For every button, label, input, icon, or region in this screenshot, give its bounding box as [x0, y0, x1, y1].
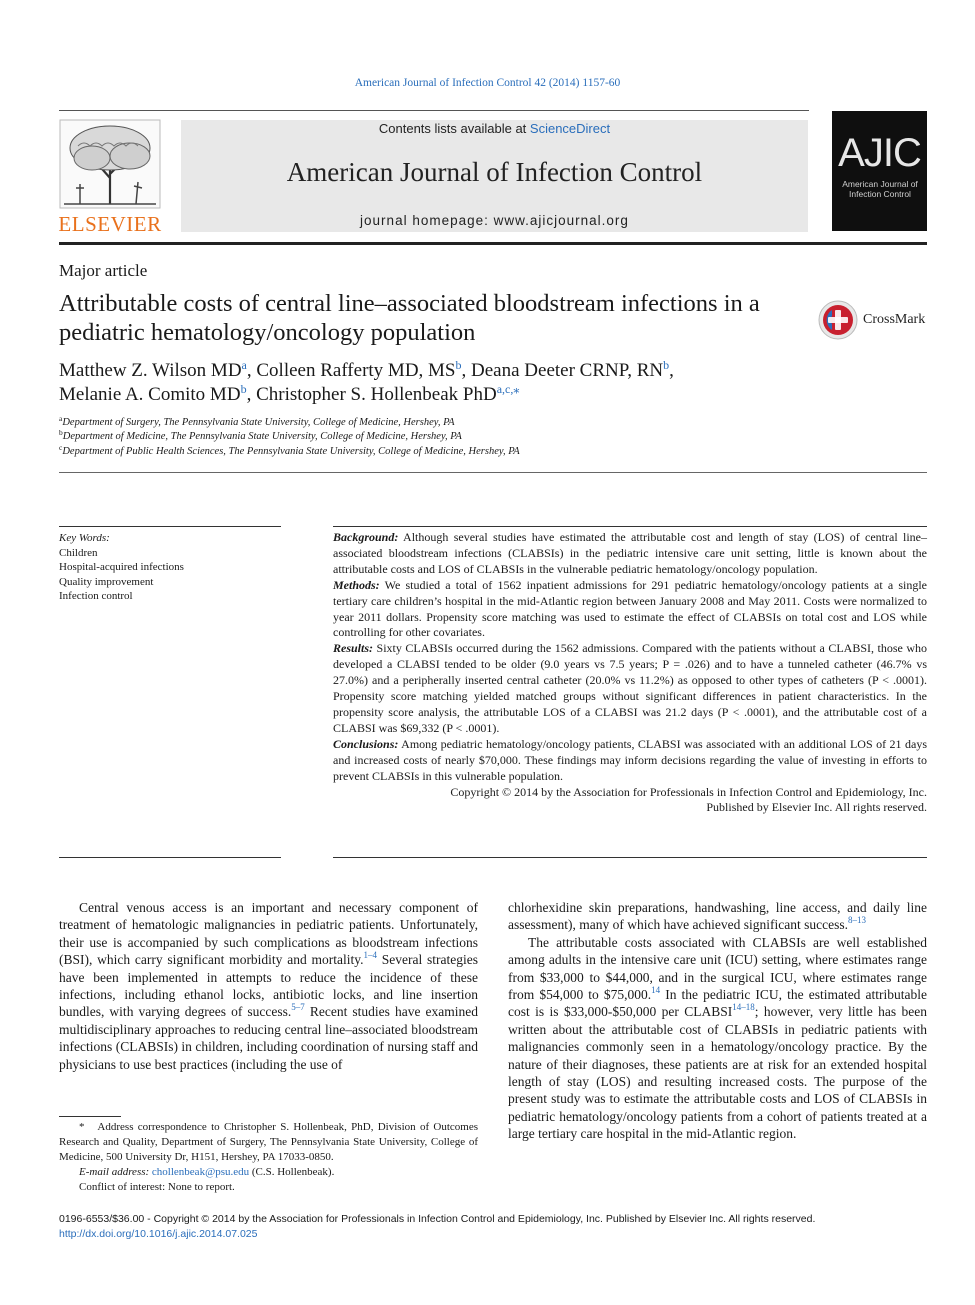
abstract-text: Although several studies have estimated the attributable cost and length of stay (LOS) of central line–associated bloodstream infections (CLABSIs) in the pediatric intensive care unit setting, little is known about the attributable costs and LOS of CLABSIs in the vulnerable pediatric hematology/oncology population. — [333, 530, 928, 576]
affiliation-a — [59, 416, 919, 430]
author-affiliation-mark[interactable]: b — [663, 358, 670, 372]
body-paragraph — [508, 934, 927, 1143]
issn-copyright-line: 0196-6553/$36.00 - Copyright © 2014 by the Association for Professionals in Infection Control and Epidemiology, Inc. Published by Elsevier Inc. All rights reserved. — [59, 1213, 816, 1225]
footnote-address — [59, 1120, 478, 1165]
body-text: ; however, very little has been written about the attributable cost of CLABSIs in pediatric patients with malignancies commonly seen in a hematology/oncology practice. By the nature of their diagnoses, these patients are at risk for an extended hospital length of stay (LOS) and resulting increased costs. The purpose of the present study was to estimate the attributable costs and LOS of CLABSIs in pediatric hematology/oncology patients from a cohort of patients treated at a large tertiary care hospital in the mid-Atlantic region. — [508, 1004, 927, 1142]
keywords-bottom-rule — [59, 857, 281, 858]
cover-subtitle: American Journal of Infection Control — [842, 179, 918, 199]
author-separator: , — [669, 360, 674, 381]
author-separator: , — [246, 384, 257, 405]
masthead-top-rule — [59, 110, 809, 111]
keywords-title: Key Words: — [59, 532, 110, 544]
author-affiliation-mark[interactable]: a,c,⁎ — [496, 382, 520, 396]
body-column-right — [508, 899, 927, 1143]
abstract-results — [333, 641, 927, 736]
footnotes — [59, 1120, 478, 1195]
body-column-left — [59, 899, 478, 1073]
crossmark-label[interactable]: CrossMark — [863, 312, 926, 327]
author-affiliation-mark[interactable]: b — [240, 382, 247, 396]
abstract-copyright: Copyright © 2014 by the Association for Professionals in Infection Control and Epidemiology, Inc. — [450, 784, 927, 799]
homepage-url-link[interactable]: www.ajicjournal.org — [493, 213, 629, 228]
author-affiliation-mark[interactable]: a — [241, 358, 247, 372]
keyword-item: Quality improvement — [59, 575, 154, 588]
email-suffix: (C.S. Hollenbeak). — [249, 1166, 335, 1178]
sciencedirect-link[interactable]: ScienceDirect — [529, 121, 611, 136]
footnote-rule — [59, 1116, 121, 1117]
doi-link[interactable]: http://dx.doi.org/10.1016/j.ajic.2014.07.025 — [59, 1227, 258, 1240]
reference-link[interactable]: 1–4 — [363, 950, 377, 961]
affiliation-b — [59, 430, 919, 444]
masthead-bottom-rule — [59, 242, 927, 245]
author-separator: , — [461, 360, 472, 381]
keyword-item: Hospital-acquired infections — [59, 561, 184, 573]
reference-link[interactable]: 8–13 — [848, 915, 867, 926]
author-name: Colleen Rafferty MD, MS — [256, 360, 456, 381]
header-divider — [59, 472, 927, 473]
abstract-conclusions — [333, 737, 927, 785]
abstract-text: We studied a total of 1562 inpatient admissions for 291 pediatric hematology/oncology patients at a single tertiary care children’s hospital in the mid-Atlantic region between January 2008 and May 2011. Costs were normalized to year 2011 dollars. Propensity score matching was used to estimate the effect of CLABSIs on total cost and LOS while controlling for other covariates. — [333, 577, 927, 640]
body-text: The attributable costs associated with CLABSIs are well established among adults in the intensive care unit (ICU) setting, where estimates range from $33,000 to $44,000, and in the surgical ICU, where estimates range from $54,000 to $75,000. — [508, 934, 927, 1003]
footnote-email — [59, 1165, 478, 1180]
contents-prefix: Contents lists available at — [378, 121, 530, 136]
contents-available-line — [181, 121, 808, 136]
footnote-star: * — [79, 1121, 85, 1133]
affiliations — [59, 416, 919, 459]
affiliation-c — [59, 442, 919, 459]
affiliation-mark: a — [59, 414, 63, 423]
affiliation-mark: c — [59, 442, 63, 452]
author-affiliation-mark[interactable]: b — [455, 358, 462, 372]
article-title: Attributable costs of central line–associated bloodstream infections in a pediatric hematology/oncology population — [59, 290, 760, 346]
abstract-bottom-rule — [333, 857, 927, 858]
abstract — [333, 530, 927, 816]
abstract-text: Among pediatric hematology/oncology patients, CLABSI was associated with an additional LOS of 21 days and increased costs of nearly $70,000. These findings may inform decisions regarding the value of investing in efforts to prevent CLABSIs in this vulnerable population. — [333, 736, 927, 783]
author-name: Melanie A. Comito MD — [59, 384, 241, 405]
abstract-text: Sixty CLABSIs occurred during the 1562 admissions. Compared with the patients without a CLABSI, those who developed a CLABSI tended to be older (9.0 years vs 7.5 years; P = .026) and to have a tunneled catheter (46.7% vs 27.0%) and a peripherally inserted central catheter (20.0% vs 11.2%) as opposed to other types of catheters (P < .0001). Propensity score matching yielded matched groups without significant differences in patient characteristics. In the propensity score analysis, the attributable LOS of a CLABSI was 21.2 days (P < .0001), and the attributable cost of a CLABSI was $69,332 (P < .0001). — [333, 641, 928, 735]
article-type: Major article — [59, 261, 148, 280]
abstract-top-rule — [333, 526, 927, 527]
keywords-top-rule — [59, 526, 281, 527]
cover-title: AJIC — [838, 131, 921, 175]
author-name: Christopher S. Hollenbeak PhD — [256, 384, 497, 405]
abstract-methods — [333, 578, 927, 642]
homepage-prefix: journal homepage: — [360, 213, 494, 228]
email-link[interactable]: chollenbeak@psu.edu — [151, 1166, 250, 1178]
journal-cover-thumbnail[interactable] — [832, 111, 927, 231]
page-footer — [59, 1212, 939, 1241]
abstract-label: Background: — [333, 530, 399, 544]
affiliation-text: Department of Public Health Sciences, The Pennsylvania State University, College of Medicine, Hershey, PA — [62, 445, 520, 457]
author-list — [59, 359, 819, 407]
body-text: In the pediatric ICU, the estimated attributable cost is is $33,000-$50,000 per CLABSI — [508, 987, 927, 1020]
body-paragraph — [59, 899, 478, 1073]
keywords-block — [59, 531, 279, 604]
abstract-label: Conclusions: — [333, 736, 399, 751]
reference-link[interactable]: 14 — [651, 985, 661, 996]
affiliation-text: Department of Surgery, The Pennsylvania State University, College of Medicine, Hershey, PA — [62, 417, 455, 428]
keyword-item: Children — [59, 546, 98, 559]
abstract-publisher: Published by Elsevier Inc. All rights reserved. — [706, 800, 927, 815]
body-text: Recent studies have examined multidisciplinary approaches to reducing central line–associated bloodstream infections (CLABSIs) in children, including coordination of nursing staff and physicians to use best practices (including the use of — [59, 1004, 478, 1072]
abstract-label: Methods: — [333, 577, 380, 592]
journal-homepage-line — [181, 213, 808, 228]
footnote-address-text: Address correspondence to Christopher S. Hollenbeak, PhD, Division of Outcomes Research and Quality, Department of Surgery, The Pennsylvania State University, College of Medicine, 500 University Dr, H151, Hershey, PA 17033-0850. — [59, 1121, 479, 1163]
affiliation-text: Department of Medicine, The Pennsylvania State University, College of Medicine, Hershey, PA — [62, 431, 462, 443]
affiliation-mark: b — [59, 428, 63, 438]
reference-link[interactable]: 5–7 — [291, 1002, 305, 1013]
author-name: Matthew Z. Wilson MD — [59, 360, 242, 381]
body-text: chlorhexidine skin preparations, handwashing, line access, and daily line assessment), many of which have achieved significant success. — [508, 900, 927, 933]
footnote-conflict: Conflict of interest: None to report. — [79, 1181, 235, 1193]
elsevier-wordmark: ELSEVIER — [58, 212, 162, 236]
keyword-item: Infection control — [59, 590, 133, 602]
journal-citation[interactable]: American Journal of Infection Control 42 (2014) 1157-60 — [354, 77, 621, 89]
body-text: Central venous access is an important and necessary component of treatment of hematologic malignancies in pediatric patients. Unfortunately, their use is accompanied by such complications as bloodstream infections (BSI), which carry significant morbidity and mortality. — [59, 900, 478, 968]
journal-name: American Journal of Infection Control — [286, 157, 703, 187]
email-label: E-mail address: — [79, 1166, 150, 1178]
abstract-background — [333, 530, 927, 578]
body-paragraph — [508, 899, 927, 934]
author-name: Deana Deeter CRNP, RN — [471, 360, 664, 381]
author-separator: , — [246, 360, 257, 381]
body-text: Several strategies have been implemented in attempts to reduce the incidence of these infections, including ethanol locks, antibiotic locks, and line insertion bundles, with varying degrees of success. — [59, 952, 479, 1020]
reference-link[interactable]: 14–18 — [732, 1002, 755, 1013]
abstract-label: Results: — [333, 641, 374, 656]
